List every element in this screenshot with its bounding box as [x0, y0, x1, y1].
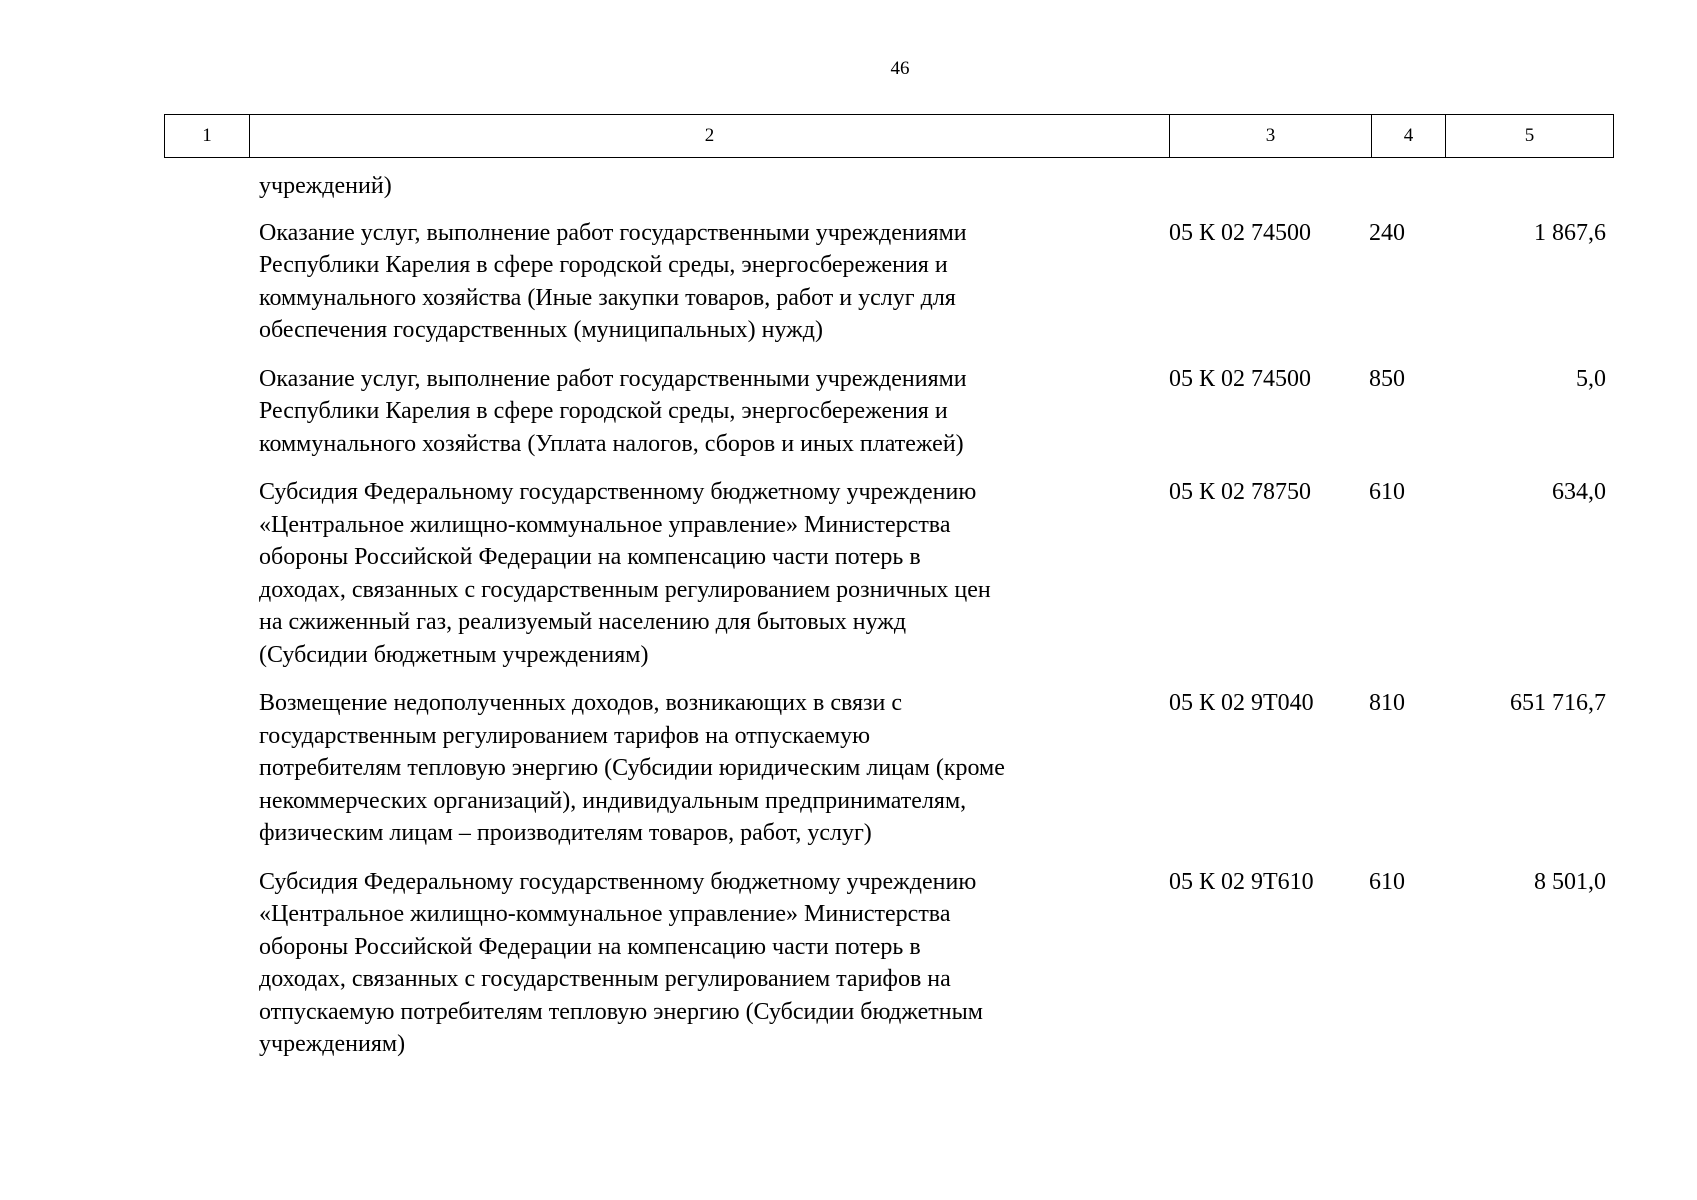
header-col-3: 3	[1170, 115, 1372, 158]
row-code: 05 К 02 74500	[1169, 219, 1312, 246]
row-name-line: доходах, связанных с государственным регулированием розничных цен	[259, 576, 991, 603]
cell-col-1	[164, 217, 259, 347]
row-name-line: (Субсидии бюджетным учреждениям)	[259, 641, 649, 668]
row-name: учреждений)	[259, 173, 392, 199]
row-name	[259, 217, 1159, 347]
row-type: 810	[1369, 690, 1405, 716]
row-type: 850	[1369, 365, 1405, 392]
table-row	[164, 476, 1613, 671]
row-name-line: обороны Российской Федерации на компенсацию части потерь в	[259, 544, 921, 570]
row-name-line: доходах, связанных с государственным регулированием тарифов на	[259, 966, 951, 992]
row-code: 05 К 02 9Т040	[1169, 690, 1314, 716]
table-body	[164, 170, 1613, 1061]
row-name-line: «Центральное жилищно-коммунальное управление» Министерства	[259, 901, 951, 927]
table-row	[164, 866, 1613, 1061]
row-type: 240	[1369, 219, 1405, 246]
row-type: 610	[1369, 868, 1405, 895]
row-code: 05 К 02 78750	[1169, 479, 1312, 505]
cell-col-1	[164, 363, 259, 461]
row-name	[259, 866, 1159, 1061]
row-name-line: Возмещение недополученных доходов, возникающих в связи с	[259, 690, 902, 716]
row-amount: 634,0	[1552, 479, 1606, 505]
row-name-line: некоммерческих организаций), индивидуальным предпринимателям,	[259, 787, 967, 814]
row-name	[259, 476, 1159, 671]
row-name-line: обеспечения государственных (муниципальных) нужд)	[259, 317, 823, 343]
row-name-line: обороны Российской Федерации на компенсацию части потерь в	[259, 933, 921, 960]
row-name-line: Республики Карелия в сфере городской среды, энергосбережения и	[259, 252, 948, 278]
table-rows	[164, 217, 1613, 1061]
row-amount: 651 716,7	[1510, 690, 1606, 716]
row-name-line: Субсидия Федеральному государственному бюджетному учреждению	[259, 868, 977, 895]
cell-col-1	[164, 687, 259, 850]
row-amount: 8 501,0	[1534, 868, 1606, 895]
header-col-2: 2	[250, 115, 1170, 158]
row-amount: 1 867,6	[1534, 219, 1606, 246]
table-row	[164, 217, 1613, 347]
row-amount: 5,0	[1576, 365, 1606, 392]
row-name-line: Субсидия Федеральному государственному бюджетному учреждению	[259, 479, 977, 505]
table-row	[164, 363, 1613, 461]
row-code: 05 К 02 9Т610	[1169, 868, 1314, 895]
row-name-line: Республики Карелия в сфере городской среды, энергосбережения и	[259, 398, 948, 424]
cell-col-1	[164, 866, 259, 1061]
table-header	[164, 114, 1614, 158]
cell-col-1	[164, 476, 259, 671]
row-name-line: коммунального хозяйства (Иные закупки товаров, работ и услуг для	[259, 284, 956, 311]
row-name-line: учреждениям)	[259, 1031, 406, 1057]
row-name-line: государственным регулированием тарифов на отпускаемую	[259, 722, 871, 749]
row-name-line: коммунального хозяйства (Уплата налогов, сборов и иных платежей)	[259, 430, 964, 457]
row-name-line: «Центральное жилищно-коммунальное управление» Министерства	[259, 511, 951, 538]
page-number: 46	[890, 58, 910, 79]
row-name	[259, 363, 1159, 461]
row-type: 610	[1369, 479, 1405, 505]
header-col-4: 4	[1372, 115, 1446, 158]
row-name-line: отпускаемую потребителям тепловую энергию (Субсидии бюджетным	[259, 998, 983, 1025]
row-name	[259, 687, 1159, 850]
header-col-1: 1	[165, 115, 250, 158]
row-name-line: на сжиженный газ, реализуемый населению для бытовых нужд	[259, 609, 907, 635]
row-code: 05 К 02 74500	[1169, 365, 1312, 392]
row-name-line: потребителям тепловую энергию (Субсидии юридическим лицам (кроме	[259, 755, 1005, 781]
table-row	[164, 687, 1613, 850]
table-row-continuation	[164, 170, 1613, 203]
row-name-line: физическим лицам – производителям товаров, работ, услуг)	[259, 820, 872, 846]
row-name-line: Оказание услуг, выполнение работ государственными учреждениями	[259, 365, 967, 392]
row-name-line: Оказание услуг, выполнение работ государственными учреждениями	[259, 219, 967, 246]
header-col-5: 5	[1446, 115, 1614, 158]
